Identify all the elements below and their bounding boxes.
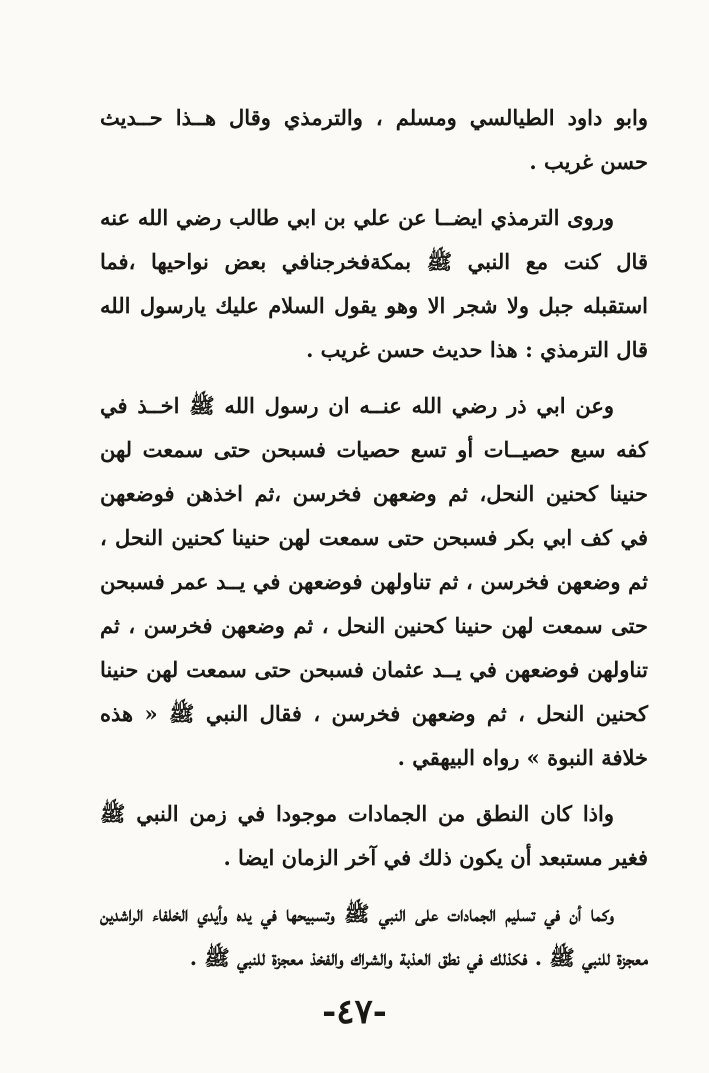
paragraph-4: واذا كان النطق من الجمادات موجودا في زمن النبي ﷺ فغير مستبعد أن يكون ذلك في آخر الزمان ايضا . [100,801,648,870]
paragraph-3: وعن ابي ذر رضي الله عنــه ان رسول الله ﷺ اخــذ في كفه سبع حصيــات أو تسع حصيات فسبحن حتى سمعت لهن حنينا كحنين النحل، ثم وضعهن فخرسن ،ثم اخذهن فوضعهن في كف ابي بكر فسبحن حتى سمعت لهن حنينا كحنين النحل ، ثم وضعهن فخرسن ، ثم تناولهن فوضعهن في يــد عمر فسبحن حتى سمعت لهن حنينا كحنين النحل ، ثم وضعهن فخرسن ، ثم تناولهن فوضعهن في يــد عثمان فسبحن حتى سمعت لهن حنينا كحنين النحل ، ثم وضعهن فخرسن ، فقال النبي ﷺ « هذه خلافة النبوة » رواه البيهقي . [100,393,648,770]
paragraph-1: وابو داود الطيالسي ومسلم ، والترمذي وقال هــذا حــديث حسن غريب . [100,105,648,174]
page-body-text [100,96,648,980]
paragraph-2: وروى الترمذي ايضــا عن علي بن ابي طالب رضي الله عنه قال كنت مع النبي ﷺ بمكةفخرجنافي بعض نواحيها ،فما استقبله جبل ولا شجر الا وهو يقول السلام عليك يارسول الله قال الترمذي : هذا حديث حسن غريب . [100,205,648,362]
paragraph-gap [100,780,648,792]
page-number: -٤٧- [322,992,387,1032]
paragraph-gap [100,372,648,384]
paragraph-gap [100,184,648,196]
paragraph-5: وكما أن في تسليم الجمادات على النبي ﷺ وتسبيحها في يده وأيدي الخلفاء الراشدين معجزة للنبي ﷺ . فكذلك في نطق العذبة والشراك والفخذ معجزة للنبي ﷺ . [100,901,648,970]
paragraph-gap [100,880,648,892]
